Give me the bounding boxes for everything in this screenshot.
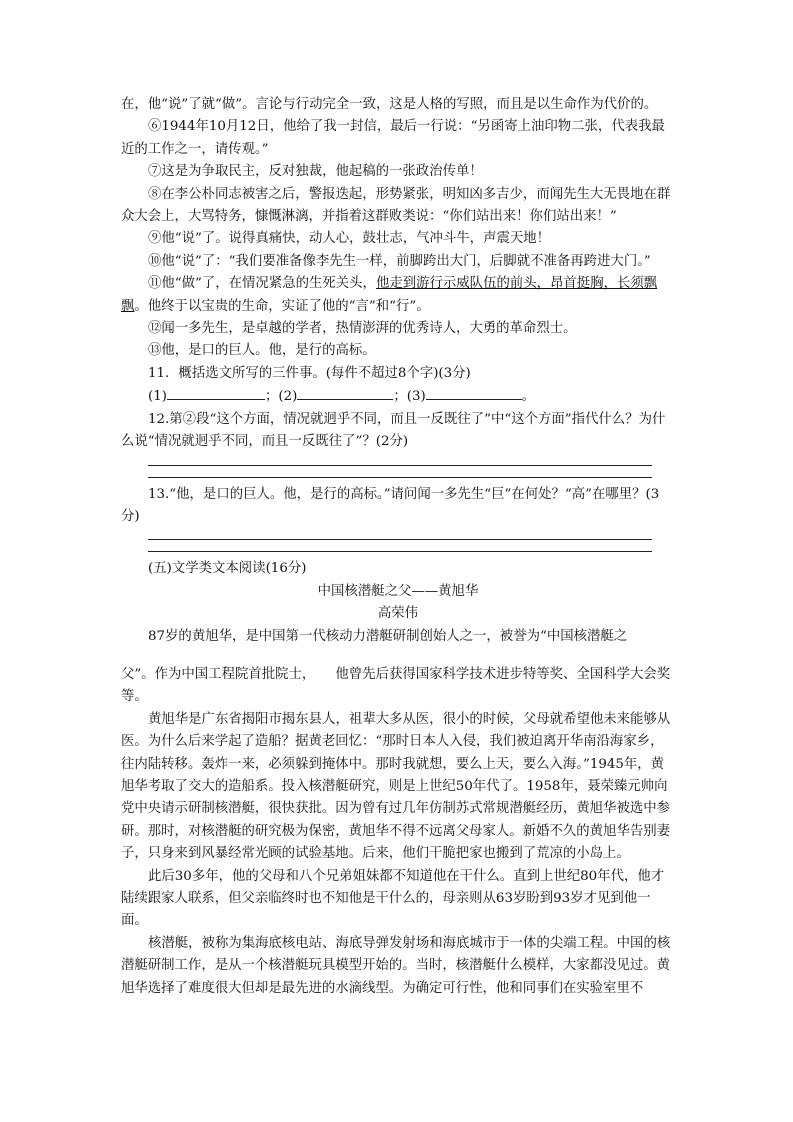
blank-end: 。 (521, 389, 536, 405)
paragraph-9: ⑨他“说”了。说得真痛快，动人心，鼓壮志，气冲斗牛，声震天地！ (148, 231, 551, 247)
article-title: 中国核潜艇之父——黄旭华 (317, 583, 479, 599)
answer-line-12b[interactable] (148, 466, 652, 478)
paragraph-7: ⑦这是为争取民主，反对独裁，他起稿的一张政治传单！ (148, 164, 483, 180)
answer-blank-3[interactable] (426, 385, 522, 400)
article-paragraph-1-line-1: 87岁的黄旭华，是中国第一代核动力潜艇研制创始人之一，被誉为“中国核潜艇之 (148, 628, 628, 644)
paragraph-6: ⑥1944年10月12日，他给了我一封信，最后一行说：“另函寄上油印物二张，代表我最近的工作之一，请传观。” (121, 119, 665, 157)
paragraph-11-start: ⑪他“做”了，在情况紧急的生死关头， (148, 276, 376, 292)
article-author: 高荣伟 (377, 606, 419, 622)
article-paragraph-4: 核潜艇，被称为集海底核电站、海底导弹发射场和海底城市于一体的尖端工程。中国的核潜艇研制工作，是从一个核潜艇玩具模型开始的。当时，核潜艇什么模样，大家都没见过。黄旭华选择了难度很大但却是最先进的水滴线型。为确定可行性，他和同事们在实验室里不 (121, 935, 671, 996)
paragraph-11 (121, 273, 675, 318)
document-body (121, 94, 675, 1000)
question-11-blanks (121, 385, 675, 408)
paragraph-12: ⑫闻一多先生，是卓越的学者，热情澎湃的优秀诗人，大勇的革命烈士。 (148, 321, 577, 337)
underlined-phrase: 他走到游行示威队伍的前头，昂首挺胸，长须飘飘 (121, 276, 658, 314)
article-paragraph-1-line-2: 父”。作为中国工程院首批院士， 他曾先后获得国家科学技术进步特等奖、全国科学大会奖等。 (121, 666, 671, 705)
question-12: 12.第②段“这个方面，情况就迥乎不同，而且一反既往了”中“这个方面”指代什么？为什么说“情况就迥乎不同，而且一反既往了”？(2分) (121, 411, 666, 450)
answer-blank-2[interactable] (297, 385, 393, 400)
blank-label-3: ；(3) (393, 389, 426, 405)
question-11: 11．概括选文所写的三件事。(每件不超过8个字)(3分) (148, 365, 471, 381)
question-13: 13.“他，是口的巨人。他，是行的高标。”请问闻一多先生“巨”在何处？“高”在哪里？(3分) (121, 486, 660, 524)
paragraph-8: ⑧在李公朴同志被害之后，警报迭起，形势紧张，明知凶多吉少，而闻先生大无畏地在群众大会上，大骂特务，慷慨淋漓，并指着这群败类说：“你们站出来！你们站出来！” (121, 186, 671, 225)
paragraph-11-end: 。他终于以宝贵的生命，实证了他的“言”和“行”。 (134, 298, 430, 314)
paragraph-continued: 在，他“说”了就“做”。言论与行动完全一致，这是人格的写照，而且是以生命作为代价的。 (121, 97, 658, 112)
article-paragraph-2: 黄旭华是广东省揭阳市揭东县人，祖辈大多从医，很小的时候，父母就希望他未来能够从医。为什么后来学起了造船？据黄老回忆：“那时日本人入侵，我们被迫离开华南沿海家乡，往内陆转移。轰炸一来，必须躲到掩体中。那时我就想，要么上天，要么入海。”1945年，黄旭华考取了交大的造船系。投入核潜艇研究，则是上世纪50年代了。1958年，聂荣臻元帅向党中央请示研制核潜艇，很快获批。因为曾有过几年仿制苏式常规潜艇经历，黄旭华被选中参研。那时，对核潜艇的研究极为保密，黄旭华不得不远离父母家人。新婚不久的黄旭华告别妻子，只身来到风暴经常光顾的试验基地。后来，他们干脆把家也搬到了荒凉的小岛上。 (121, 711, 671, 862)
blank-label-1: (1) (148, 389, 167, 405)
section-heading: (五)文学类文本阅读(16分) (148, 561, 307, 577)
paragraph-13: ⑬他，是口的巨人。他，是行的高标。 (148, 343, 376, 359)
article-paragraph-3: 此后30多年，他的父母和八个兄弟姐妹都不知道他在干什么。直到上世纪80年代，他才陆续跟家人联系，但父亲临终时也不知他是干什么的，母亲则从63岁盼到93岁才见到他一面。 (121, 868, 665, 929)
paragraph-10: ⑩他“说”了：“我们要准备像李先生一样，前脚跨出大门，后脚就不准备再跨进大门。” (148, 253, 651, 269)
answer-line-12a[interactable] (148, 454, 652, 466)
blank-label-2: ；(2) (264, 389, 298, 405)
answer-line-13b[interactable] (148, 540, 652, 552)
answer-blank-1[interactable] (167, 385, 265, 400)
answer-line-13a[interactable] (148, 528, 652, 540)
